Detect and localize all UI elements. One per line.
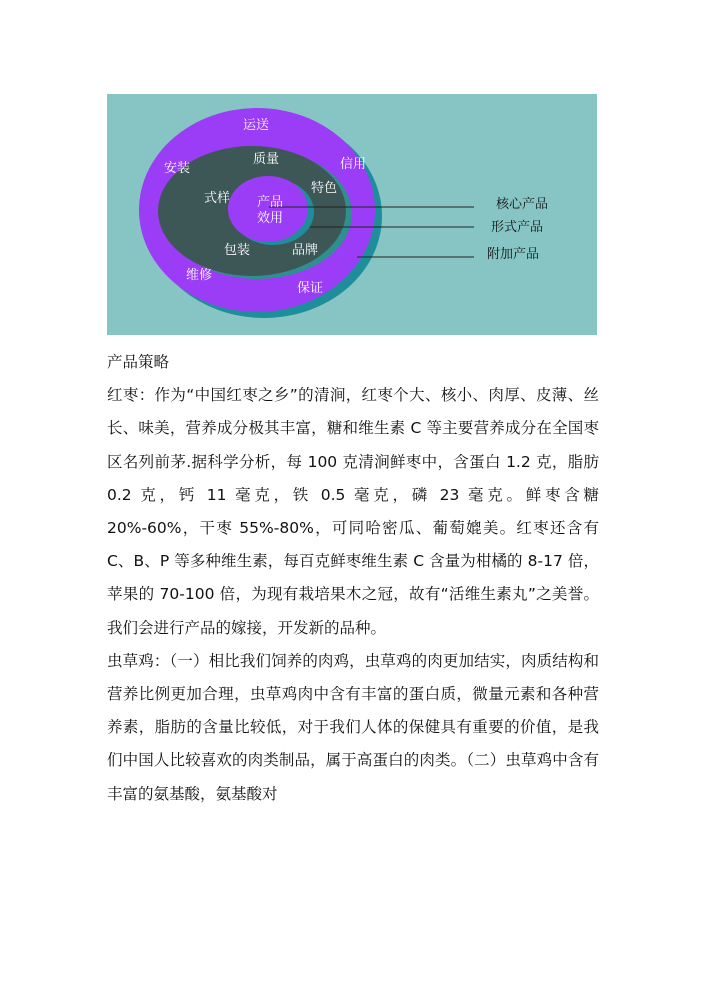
legend-form-product: 形式产品 (491, 220, 544, 235)
document-body (107, 346, 599, 811)
label-delivery: 运送 (243, 118, 270, 133)
diagram-svg (107, 94, 597, 335)
label-quality: 质量 (253, 152, 280, 167)
legend-core-product: 核心产品 (496, 197, 549, 212)
label-brand: 品牌 (292, 243, 319, 258)
label-credit: 信用 (340, 157, 367, 172)
product-levels-diagram (107, 94, 597, 335)
section-heading: 产品策略 (107, 353, 170, 371)
label-core-line1: 产品 (257, 195, 284, 210)
legend-augmented-product: 附加产品 (487, 247, 540, 262)
label-installation: 安装 (164, 161, 191, 176)
label-warranty: 保证 (297, 281, 324, 296)
paragraph-jujube: 红枣：作为“中国红枣之乡”的清涧，红枣个大、核小、肉厚、皮薄、丝长、味美，营养成分极其丰富，糖和维生素 C 等主要营养成分在全国枣区名列前茅.据科学分析，每 100 克清涧鲜枣中，含蛋白 1.2 克，脂肪 0.2 克，钙 11 毫克，铁 0.5 毫克，磷 23 毫克。鲜枣含糖 20%-60%，干枣 55%-80%，可同哈密瓜、葡萄媲美。红枣还含有 C、B、P 等多种维生素，每百克鲜枣维生素 C 含量为柑橘的 8-17 倍，苹果的 70-100 倍，为现有栽培果木之冠，故有“活维生素丸”之美誉。我们会进行产品的嫁接，开发新的品种。 (107, 386, 599, 637)
label-core-line2: 效用 (257, 211, 284, 226)
label-packaging: 包装 (224, 243, 251, 258)
label-maintenance: 维修 (186, 268, 213, 283)
paragraph-cordyceps-chicken: 虫草鸡：（一）相比我们饲养的肉鸡，虫草鸡的肉更加结实，肉质结构和营养比例更加合理，虫草鸡肉中含有丰富的蛋白质，微量元素和各种营养素，脂肪的含量比较低，对于我们人体的保健具有重要的价值，是我们中国人比较喜欢的肉类制品，属于高蛋白的肉类。（二）虫草鸡中含有丰富的氨基酸，氨基酸对 (107, 651, 599, 803)
label-style: 式样 (204, 191, 231, 206)
label-feature: 特色 (311, 181, 338, 196)
